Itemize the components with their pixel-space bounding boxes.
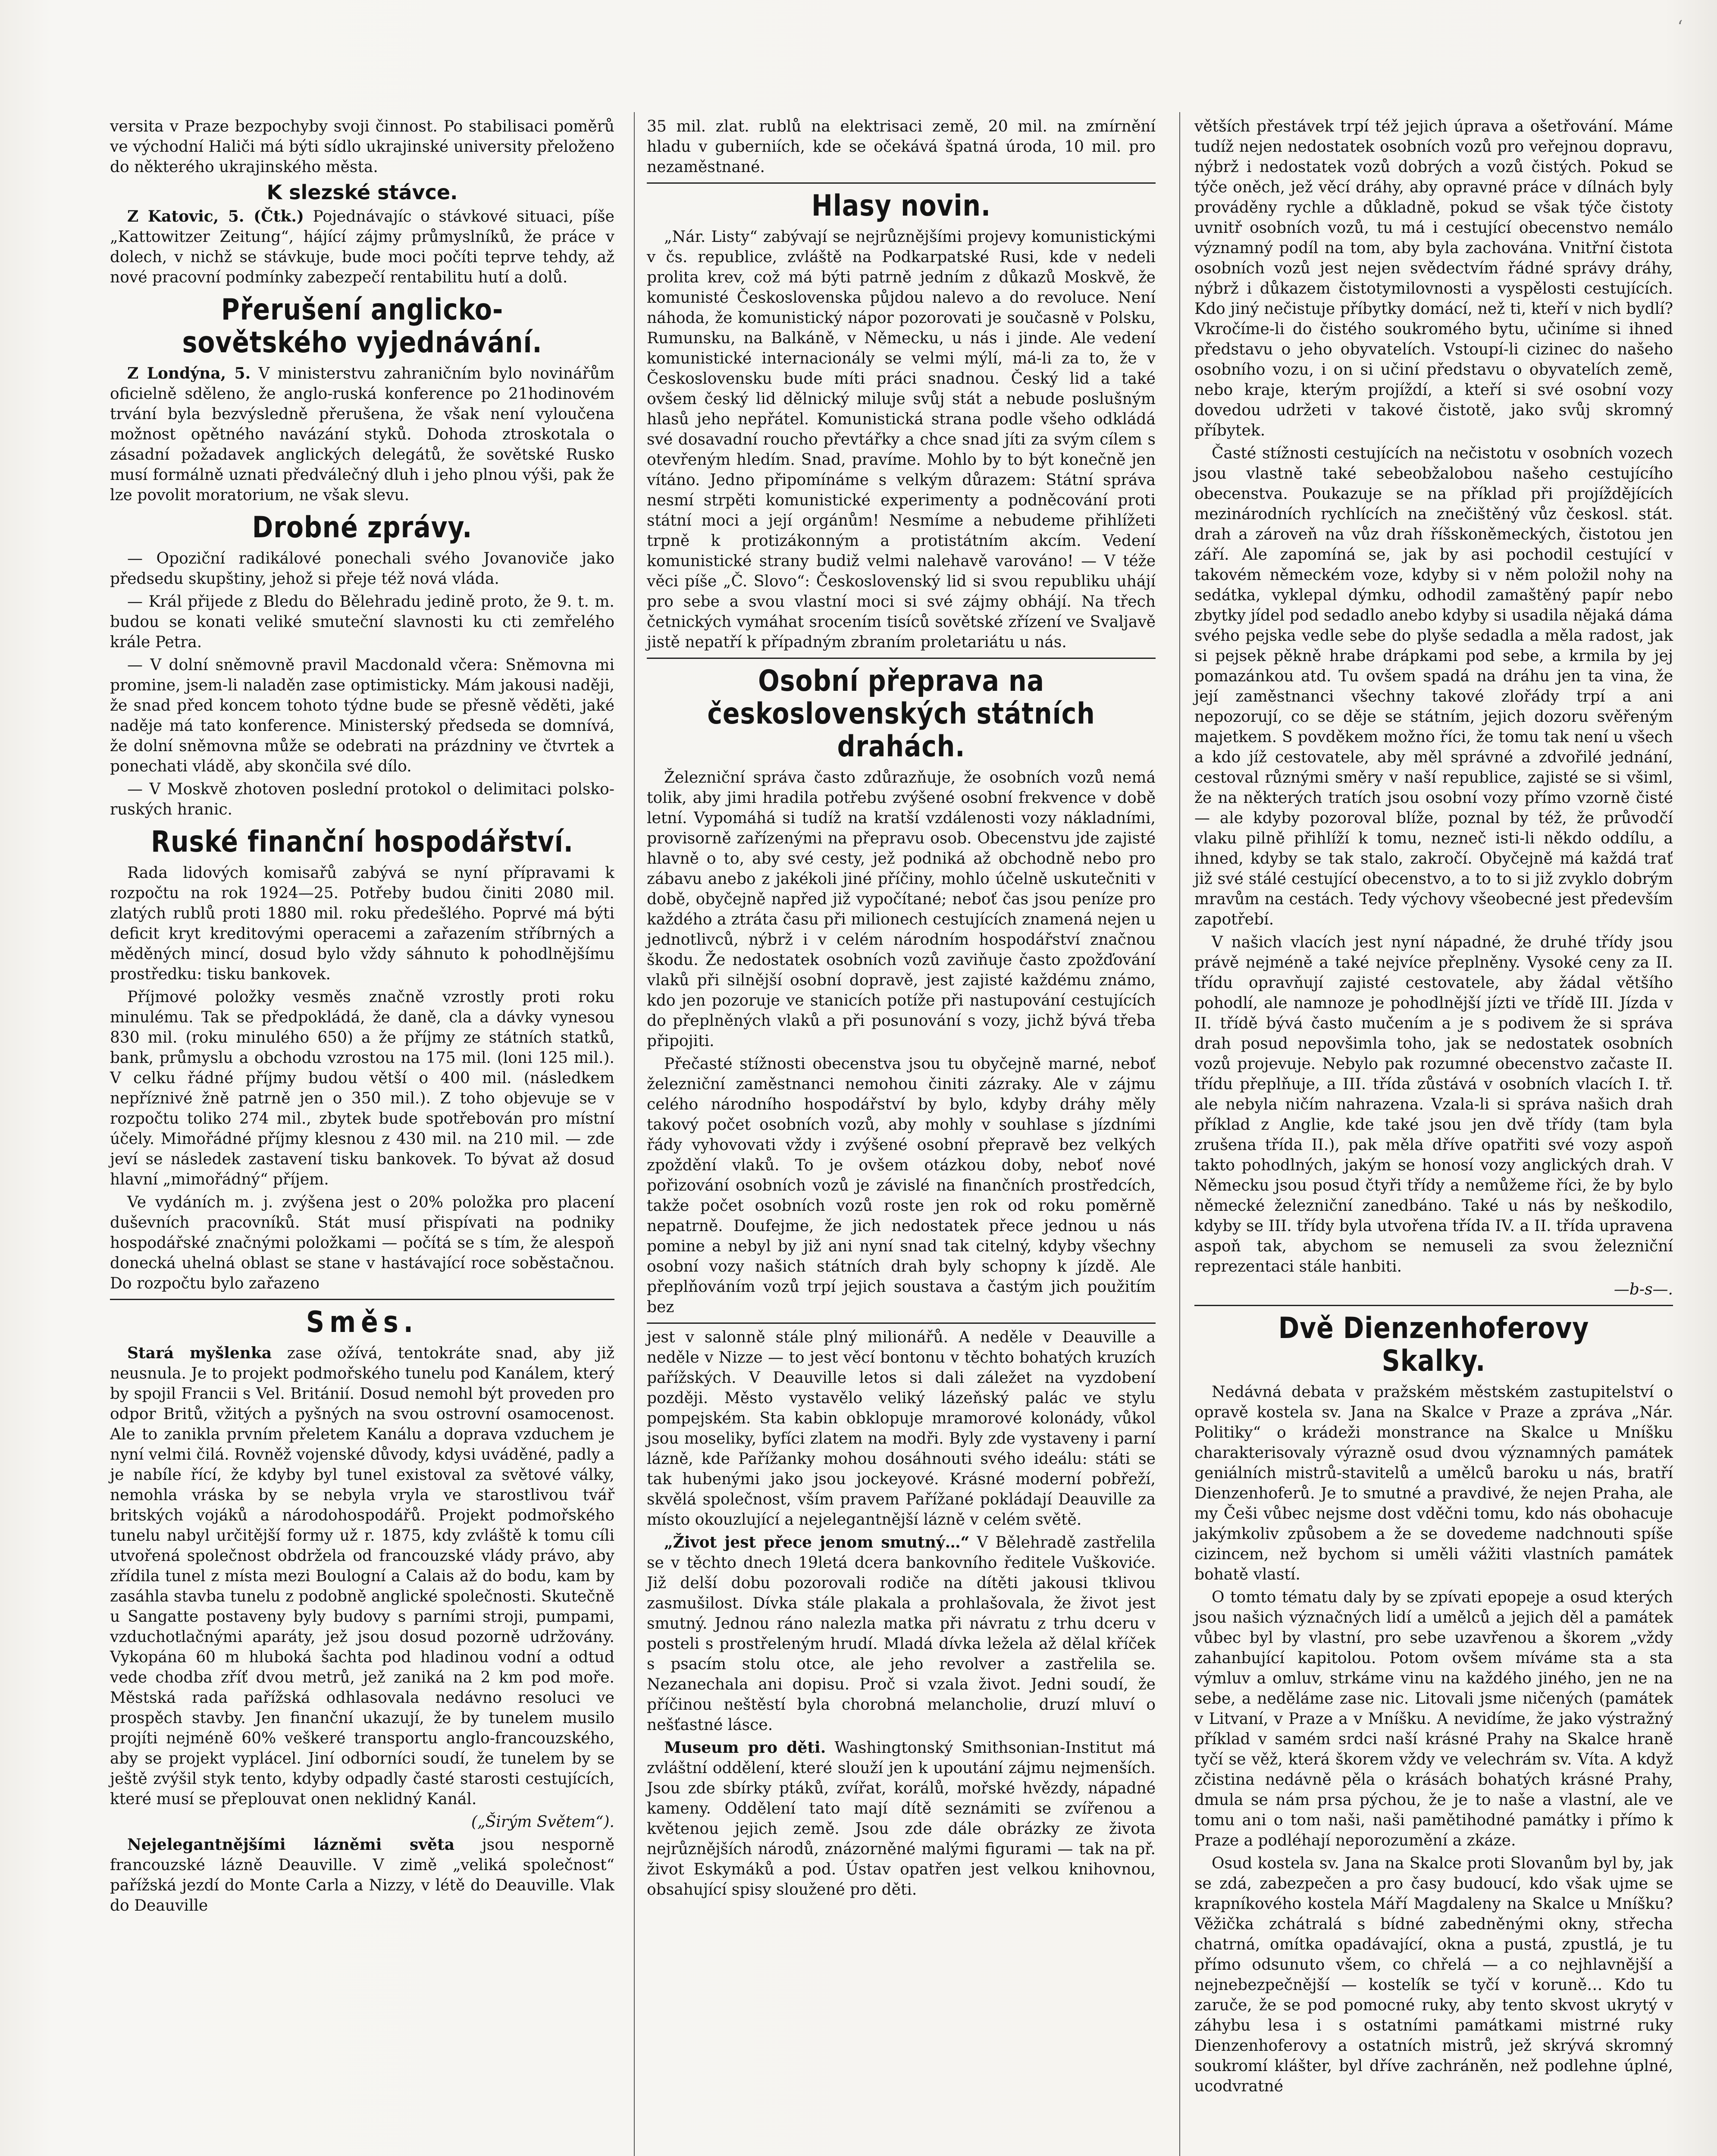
article-body: Washingtonský Smithsonian-Institut má zvláštní oddělení, které slouží jen k upoutání zájmu nejmenších. Jsou zde sbírky ptáků, zvířat, korálů, mořské hvězdy, nápadné kameny. Oddělení tato mají dítě seznámiti se zvířenou a květenou jejich země. Jsou zde dále obrázky ze života nejrůznějších národů, znázorněné malými figurami — tak na př. život Eskymáků a pod. Ústav opatřen jest velkou knihovnou, obsahující spisy sloužené pro děti. bbox=[647, 1739, 1156, 1899]
headline-press-voices: Hlasy novin. bbox=[812, 189, 991, 223]
article-continuation: jest v salonně stále plný milionářů. A neděle v Deauville a neděle v Nizze — to jest věcí bontonu v těchto bohatých kruzích pařížských. V Deauville letos si dali záležet na vyzdobení později. Město vystavělo veliký lázeňský palác ve stylu pompejském. Sta kabin obklopuje mramorové kolonády, vůkol jsou moseliky, byfíci zlatem na modři. Byly zde vystaveny i parní lázně, kde Pařížanky mohou dosáhnouti svého ideálu: státi se tak hubenými jako jsou jockeyové. Krásné moderní pobřeží, skvělá společnost, vším pravem Pařížané pokládají Deauville za místo okouzlující a nejelegantnější lázně v celém světě. bbox=[647, 1329, 1156, 1529]
article-body: O tomto tématu daly by se zpívati epopeje a osud kterých jsou našich význačných lidí a umělců a jejich děl a památek vůbec byl by vlastní, pro sebe uzavřenou a škorem „vždy zahanbující kapitolou. Potom ovšem míváme sta a sta výmluv a omluv, strkáme vinu na každého jiného, jen ne na sebe, a neděláme zase nic. Litovali jsme ničených (památek v Litvaní, v Praze a v Mníšku. A nevidíme, že jako výstražný příklad v samém srdci naší krásné Prahy na Skalce hraně tyčí se věž, která škorem vždy ve velechrám sv. Víta. A když zčistina nedávně pěla o krásách bohatých krásné Prahy, dmula se nám prsa pýchou, že je to naše a vlastní, ale ve tomu ani o tom naši, naši pamětihodné památky i přímo k Praze a podléhají neporozumění a zkáze. bbox=[1194, 1589, 1673, 1849]
article-body: Rada lidových komisařů zabývá se nyní přípravami k rozpočtu na rok 1924—25. Potřeby budou činiti 2080 mil. zlatých rublů proti 1880 mil. roku předešlého. Poprvé má býti deficit kryt kreditovými operacemi a zařazením stříbrných a měděných mincí, dosud bylo vždy sáhnuto k pohodlnějšímu prostředku: tisku bankovek. bbox=[110, 864, 614, 983]
article-continuation: versita v Praze bezpochyby svoji činnost. Po stabilisaci poměrů ve východní Haliči má býti sídlo ukrajinské university přeloženo do některého ukrajinského města. bbox=[110, 118, 614, 176]
section-rule bbox=[110, 1299, 614, 1300]
article-body: Přečasté stížnosti obecenstva jsou tu obyčejně marné, neboť železniční zaměstnanci nemohou činiti zázraky. Ale v zájmu celého národního hospodářství by bylo, kdyby dráhy měly takový počet osobních vozů, aby mohly v souhlase s jízdními řády vyhovovati vždy i zvýšené osobní přepravě bez velkých zpoždění vlaků. To je ovšem otázkou doby, neboť nové pořizování osobních vozů je závislé na finančních prostředcích, takže počet osobních vozů roste jen rok od roku poměrně nepatrně. Doufejme, že jich nedostatek přece jednou u nás pomine a nebyl by již ani nyní snad tak citelný, kdyby všechny osobní vozy našich státních drah byly schopny k jízdě. Ale přeplňováním vozů trpí jejich soustava a častým jich použitím bez bbox=[647, 1055, 1156, 1316]
column-divider bbox=[634, 112, 635, 2156]
page-corner-mark: ʻ bbox=[1677, 17, 1683, 37]
source-credit: („Širým Světem“). bbox=[471, 1813, 614, 1831]
item-lead: „Život jest přece jenom smutný…“ bbox=[664, 1533, 970, 1551]
column-middle bbox=[647, 116, 1156, 1902]
article-body: V Bělehradě zastřelila se v těchto dnech 19letá dcera bankovního ředitele Vuškoviće. Již delší dobu pozorovali rodiče na dítěti jakousi tklivou zasmušilost. Dívka stále plakala a prohlašovala, že život jest smutný. Jednou ráno nalezla matka při návratu z trhu dceru v posteli s prostřeleným hrudí. Mladá dívka ležela až dělal kříček s psacím stolu otce, ale jeho revolver a zastřelila se. Nezanechala ani dopisu. Proč si vzala život. Jedni soudí, že příčinou neštěstí byla chorobná melancholie, druzí mluví o nešťastné lásce. bbox=[647, 1534, 1156, 1734]
item-lead: Museum pro děti. bbox=[664, 1739, 826, 1757]
section-rule bbox=[647, 182, 1156, 184]
headline-silesian-strike: K slezské stávce. bbox=[266, 181, 458, 204]
column-divider bbox=[1179, 112, 1180, 2156]
news-item: — V dolní sněmovně pravil Macdonald včera: Sněmovna mi promine, jsem-li naladěn zase optimisticky. Mám jakousi naději, že snad před koncem tohoto týdne bude se přesně věděti, jaké naděje má tato konference. Ministerský předseda se domnívá, že dolní sněmovna může se odebrati na prázdniny ve čtvrtek a ponechati vládě, aby skončila své dílo. bbox=[110, 656, 614, 775]
item-lead: Stará myšlenka bbox=[127, 1344, 272, 1362]
article-body: Pojednávajíc o stávkové situaci, píše „Kattowitzer Zeitung“, hájící zájmy průmyslníků, že práce v dolech, v nichž se stávkuje, bude moci počíti teprve tehdy, až nové pracovní podmínky zabezpečí rentabilitu hutí a dolů. bbox=[110, 208, 614, 286]
section-rule bbox=[1194, 1305, 1673, 1306]
article-body: Příjmové položky vesměs značně vzrostly proti roku minulému. Tak se předpokládá, že daně, cla a dávky vynesou 830 mil. (roku minulého 650) a že příjmy ze státních statků, bank, průmyslu a obchodu vzrostou na 175 mil. (loni 125 mil.). V celku řádné příjmy budou větší o 400 mil. (následkem nepříznivé žně patrně jen o 350 mil.). Z toho objevuje se v rozpočtu toliko 274 mil., zbytek bude spotřebován pro místní účely. Mimořádné příjmy klesnou z 430 mil. na 210 mil. — zde jeví se následek zastavení tisku bankovek. To bývat až dosud hlavní „mimořádný“ příjem. bbox=[110, 988, 614, 1188]
headline-dienzenhofer: Dvě Dienzenhoferovy Skalky. bbox=[1278, 1311, 1589, 1378]
article-body: zase ožívá, tentokráte snad, aby již neusnula. Je to projekt podmořského tunelu pod Kanálem, který by spojil Francii s Vel. Británií. Dosud nemohl být proveden pro odpor Britů, vžitých a pyšných na svou ostrovní osamocenost. Ale to zanikla prvním přeletem Kanálu a doprava vzduchem je nyní velmi čilá. Rovněž vojenské důvody, kdysi uváděné, padly a je nabíle řící, že kdyby byl tunel existoval za světové války, nemohla vráska by se nebyla vryla ve starostlivou tvář britských vojáků a národohospodářů. Projekt podmořského tunelu nabyl určitější formy už r. 1875, kdy zvláště k tomu cíli utvořená společnost obdržela od francouzské vlády právo, aby zřídila tunel z místa mezi Boulogní a Calais až do bodu, kam by zasáhla stavba tunelu z podobně anglické společnosti. Skutečně u Sangatte postaveny byly budovy s parními stroji, pumpami, vzduchotlačnými aparáty, jež jsou dosud pozorně udržovány. Vykopána 60 m hluboká šachta pod hladinou vodní a odtud vede chodba zříť dvou metrů, jež zaniká na 2 km pod moře. Městská rada pařížská odhlasovala nedávno resoluci ve prospěch stavby. Jen finanční ukazují, že by tunelem musilo projíti nejméně 60% veškeré transportu anglo-francouzského, aby se projekt vyplácel. Jiní odborníci soudí, že tunelem by se ještě zvýšil styk tento, kdyby odpadly časté starosti cestujících, které musí se přeplouvat onen neklidný Kanál. bbox=[110, 1344, 614, 1808]
headline-russian-finance: Ruské finanční hospodářství. bbox=[151, 825, 573, 859]
article-body: Ve vydáních m. j. zvýšena jest o 20% položka pro placení duševních pracovníků. Stát musí přispívati na podniky hospodářské značnými položkami — počítá se s tím, že alespoň donecká uhelná oblast se stane v hastávající roce soběstačnou. Do rozpočtu bylo zařazeno bbox=[110, 1194, 614, 1292]
news-item: — V Moskvě zhotoven poslední protokol o delimitaci polsko-ruských hranic. bbox=[110, 780, 614, 818]
column-left bbox=[110, 116, 614, 1918]
news-item: — Král přijede z Bledu do Bělehradu jedině proto, že 9. t. m. budou se konati veliké smuteční slavnosti ku cti zemřelého krále Petra. bbox=[110, 593, 614, 651]
dateline: Z Katovic, 5. (Čtk.) bbox=[127, 207, 304, 226]
item-lead: Nejelegantnějšími lázněmi světa bbox=[127, 1836, 455, 1854]
article-body: V ministerstvu zahraničním bylo novinářům oficielně sděleno, že anglo-ruská konference po 21hodinovém trvání byla bezvýsledně přerušena, že však není vyloučena možnost opětného navázání styků. Dohoda ztroskotala o zásadní požadavek anglických delegátů, že sovětské Rusko musí formálně uznati předválečný dluh i jeho plnou výši, pak že lze povolit moratorium, ne však slevu. bbox=[110, 365, 614, 504]
headline-anglo-soviet: Přerušení anglicko-sovětského vyjednávání. bbox=[182, 293, 542, 360]
headline-miscellany: Směs. bbox=[306, 1305, 418, 1339]
news-item: — Opoziční radikálové ponechali svého Jovanoviče jako předsedu skupštiny, jehož si přeje též nová vláda. bbox=[110, 550, 614, 588]
article-body: Nedávná debata v pražském městském zastupitelství o opravě kostela sv. Jana na Skalce v Praze a zpráva „Nár. Politiky“ o krádeži monstrance na Skalce u Mníšku charakterisovaly výrazně osud dvou významných památek geniálních mistrů-stavitelů a umělců baroku u nás, bratří Dienzenhoferů. Je to smutné a pravdivé, že nejen Praha, ale my Češi vůbec nejsme dost vděčni tomu, kdo nás obohacuje jakýmkoliv způsobem a že se dovedeme nadchnouti spíše cizincem, než bychom si uměli vážiti vlastních památek bohatě vlastí. bbox=[1194, 1383, 1673, 1583]
article-body: Železniční správa často zdůrazňuje, že osobních vozů nemá tolik, aby jimi hradila potřebu zvýšené osobní frekvence v době letní. Vypomáhá si tudíž na kratší vzdálenosti vozy nákladními, provisorně zařízenými na přepravu osob. Obecenstvu jde zajisté hlavně o to, aby své cesty, jež podniká až obchodně nebo pro zábavu anebo z jakékoli jiné příčiny, mohlo účelně uskutečniti v době, obyčejně napřed již vypočítané; neboť čas jsou peníze pro každého a ztráta času při milionech cestujících znamená nejen u jednotlivců, nýbrž i v celém národním hospodářství značnou škodu. Že nedostatek osobních vozů zaviňuje často zpožďování vlaků při silnější osobní dopravě, jest zajisté každému známo, kdo jen pozoruje ve stanicích potíže při nastupování cestujících do přeplněných vlaků a při posunování s vozy, jichž bývá třeba připojiti. bbox=[647, 769, 1156, 1050]
article-body: „Nár. Listy“ zabývají se nejrůznějšími projevy komunistickými v čs. republice, zvláště na Podkarpatské Rusi, kde v nedeli prolita krev, což má býti patrně jedním z důkazů Moskvě, že komunisté Československa půjdou nalevo a do revoluce. Není náhoda, že komunistický nápor pozorovati je současně v Polsku, Rumunsku, na Balkáně, v Německu, u nás i jinde. Ale vedení komunistické internacionály se velmi mýlí, má-li za to, že v Československu bude míti práci snadnou. Český lid a také ovšem český lid dělnický miluje svůj stát a nebude poslušným hlasů jeho nepřátel. Komunistická strana podle všeho odkládá své dosavadní roucho převtářky a chce snad jíti za svým cílem s otevřeným hledím. Snad, pravíme. Mohlo by to být konečně jen vítáno. Jedno připomínáme s velkým důrazem: Státní správa nesmí strpěti komunistické experimenty a podněcování proti státní moci a její orgánům! Nesmíme a nebudeme přihlížeti trpně k protizákonným a protistátním akcím. Vedení komunistické strany budiž velmi nalehavě varováno! — V téže věci píše „Č. Slovo“: Československý lid si svou republiku uhájí pro sebe a svou vlastní moci si své zájmy obhájí. Na třech četnických vymáhat srocením tisíců sovětské zřízení ve Svaljavě jistě nepatří k případným zbraním proletariátu u nás. bbox=[647, 228, 1156, 651]
section-rule bbox=[647, 1322, 1156, 1324]
column-right bbox=[1194, 116, 1673, 2099]
section-rule bbox=[647, 658, 1156, 659]
headline-brief-news: Drobné zprávy. bbox=[252, 511, 473, 545]
article-continuation: větších přestávek trpí též jejich úprava a ošetřování. Máme tudíž nejen nedostatek osobních vozů pro veřejnou dopravu, nýbrž i nedostatek vozů dobrých a vozů čistých. Pokud se týče oněch, jež věcí dráhy, aby opravné práce v dílnách byly prováděny rychle a důkladně, pokud se však týče čistoty uvnitř osobních vozů, tu má i cestující obecenstvo nemálo významný podíl na tom, aby byla zachována. Vnitřní čistota osobních vozů jest nejen svědectvím řádné správy dráhy, nýbrž i důkazem čistotymilovnosti a vyspělosti cestujících. Kdo jiný nečistuje příbytky domácí, než ti, kteří v nich bydlí? Vkročíme-li do čistého soukromého bytu, učiníme si ihned představu o jeho obyvatelích. Vstoupí-li cizinec do našeho osobního vozu, i on si učiní představu o obyvatelích země, nebo kraje, kterým projíždí, a kteří si své osobní vozy dovedou udržeti v takové čistotě, jako svůj skromný příbytek. bbox=[1194, 118, 1673, 439]
headline-rail-transport: Osobní přeprava na československých státních drahách. bbox=[707, 664, 1095, 764]
dateline: Z Londýna, 5. bbox=[127, 364, 251, 382]
article-body: jsou nesporně francouzské lázně Deauville. V zimě „veliká společnost“ pařížská jezdí do Monte Carla a Nizzy, v létě do Deauville. Vlak do Deauville bbox=[110, 1836, 614, 1915]
article-continuation: 35 mil. zlat. rublů na elektrisaci země, 20 mil. na zmírnění hladu v guberniích, kde se očekává špatná úroda, 10 mil. pro nezaměstnané. bbox=[647, 118, 1156, 176]
article-body: Osud kostela sv. Jana na Skalce proti Slovanům byl by, jak se zdá, zabezpečen a pro časy budoucí, kdo však ujme se krapníkového kostela Máří Magdaleny na Skalce u Mníšku? Věžička zchátralá s bídné zabedněnými okny, střecha chatrná, omítka opadávající, okna a pustá, zpustlá, je tu přímo odsunuto všem, co chřelá — a co nejhlavnější a nejnebezpečnější — kostelík se tyčí v koruně… Kdo tu zaruče, že se pod pomocné ruky, aby tento skvost ukrytý v záhybu lesa i s ostatními památkami mistrné ruky Dienzenhoferovy a ostatních mistrů, jež skrývá skromný soukromí klášter, byl dříve zachráněn, než podlehne úplné, ucodvratné bbox=[1194, 1855, 1673, 2095]
article-body: V našich vlacích jest nyní nápadné, že druhé třídy jsou právě nejméně a také nejvíce přeplněny. Vysoké ceny za II. třídu opravňují zajisté cestovatele, aby žádal většího pohodlí, ale namnoze je pohodlnější jízti ve třídě III. Jízda v II. třídě bývá často mučením a je s podivem že si správa drah posud nepovšimla toho, jak se nedostatek osobních vozů projevuje. Nebylo pak rozumné obecenstvo začaste II. třídu přeplňuje, a III. třída zůstává v osobních vlacích I. tř. ale nebyla ničím nahrazena. Vzala-li si správa našich drah příklad z Anglie, kde také jsou jen dvě třídy (tam byla zrušena třída II.), pak měla dříve opatřiti své vozy aspoň takto pohodlných, jakým se honosí vozy anglických drah. V Německu jsou posud čtyři třídy a nemůžeme říci, že by bylo německé železniční zanedbáno. Také u nás by neškodilo, kdyby se III. třídy byla utvořena třída IV. a II. třída upravena aspoň tak, abychom se nemuseli za svou železniční reprezentaci stále hanbiti. bbox=[1194, 934, 1673, 1275]
article-body: Časté stížnosti cestujících na nečistotu v osobních vozech jsou vlastně také sebeobžalobou našeho cestujícího obecenstva. Poukazuje se na příklad při projíždějících mezinárodních rychlících na znečištěný vůz českosl. stát. drah a zároveň na vůz drah říšskoněmeckých, čistotou jen září. Ale zapomíná se, jak by asi pochodil cestující v takovém německém voze, kdyby si v něm položil nohy na sedátka, vyklepal dýmku, odhodil zamaštěný papír nebo zbytky jídel pod sedadlo anebo kdyby si usadila nějaká dáma svého pejska vedle sebe do plyše sedadla a měla radost, jak si pejsek pěkně hrabe drápkami pod sebe, a krmila by jej pomazánkou atd. Tu ovšem spadá na dráhu jen ta vina, že její zaměstnanci všechny takové zlořády trpí a ani nepozorují, co se děje se státním, jejich dozoru svěřeným majetkem. S povděkem možno říci, že tomu tak není u všech a kdo jíž cestovatele, aby měl správné a zdvořilé jednání, cestoval různými směry v naší republice, zajisté se si všiml, že na některých tratích jsou osobní vozy přímo vzorně čisté — ale kdyby pozoroval blíže, poznal by též, že průvodčí vlaku pilně přihlíží k tomu, nezneč isti-li někdo oddílu, a ihned, kdyby se tak stalo, zakročí. Obyčejně má každá trať již své stálé cestující obecenstvo, a to to si již zvyklo dobrým mravům na cestách. Tedy výchovy všeobecné jest především zapotřebí. bbox=[1194, 445, 1673, 928]
author-signature: —b-s—. bbox=[1614, 1281, 1673, 1298]
